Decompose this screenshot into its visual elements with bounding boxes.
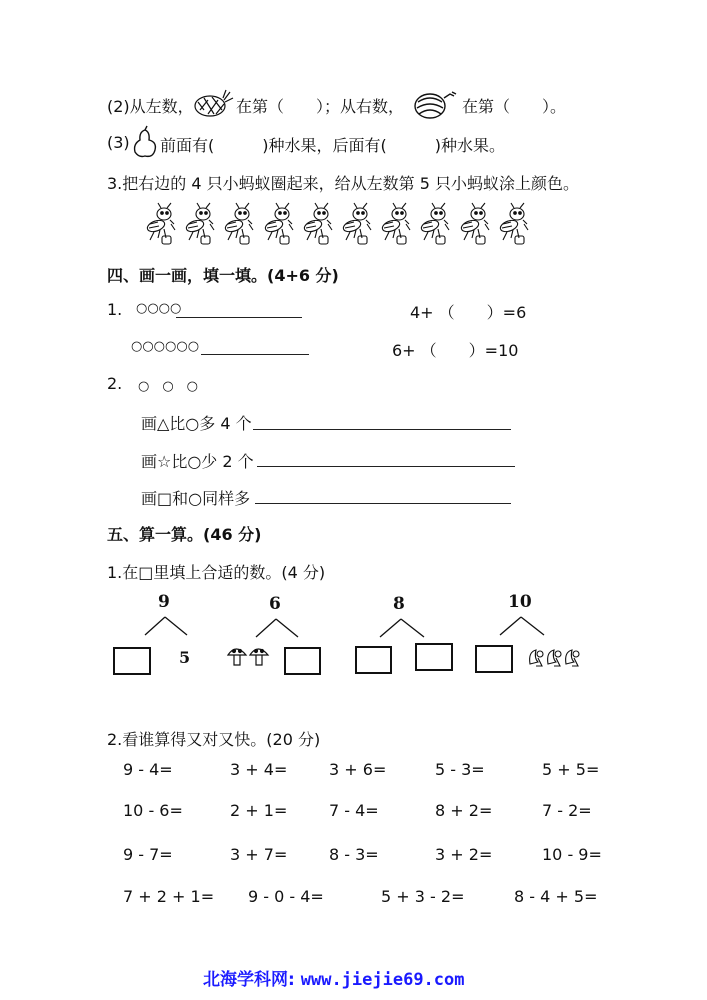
footer <box>203 965 465 990</box>
s4-equation-row1: 4+ （ ）=6 <box>410 303 527 322</box>
q2-part3-text: 前面有( )种水果，后面有( )种水果。 <box>160 136 505 155</box>
s4-draw-stars: 画☆比○少 2 个 <box>141 452 254 471</box>
calc-item: 7 + 2 + 1= <box>123 887 215 906</box>
q2-part2-suffix: 在第（ ）。 <box>462 97 567 116</box>
s4-draw-triangles: 画△比○多 4 个 <box>141 414 252 433</box>
calc-item: 9 - 7= <box>123 845 173 864</box>
q2-part2-middle: 在第（ ）；从右数， <box>236 97 405 116</box>
tree3-top: 8 <box>393 594 405 614</box>
tree2-top: 6 <box>269 594 281 614</box>
ant-icon[interactable] <box>497 202 531 246</box>
q2-part2-prefix: (2)从左数， <box>107 97 194 116</box>
tree3-left-box[interactable] <box>355 646 392 674</box>
s4-draw-squares: 画□和○同样多 <box>141 489 251 508</box>
squirrel-icon <box>526 644 584 670</box>
ant-icon[interactable] <box>183 202 217 246</box>
s5-q2-title: 2.看谁算得又对又快。(20 分) <box>107 730 321 749</box>
calc-item: 5 - 3= <box>435 760 485 779</box>
calc-item: 7 - 4= <box>329 801 379 820</box>
answer-line-row2[interactable] <box>201 354 309 355</box>
calc-item: 2 + 1= <box>230 801 288 820</box>
tree4-top: 10 <box>508 592 532 612</box>
calc-item: 5 + 5= <box>542 760 600 779</box>
s4-circles-row2: ○○○○○○ <box>131 339 200 354</box>
ant-icon[interactable] <box>222 202 256 246</box>
s4-q2-label: 2. <box>107 374 123 393</box>
answer-line-triangles[interactable] <box>253 429 511 430</box>
calc-item: 3 + 6= <box>329 760 387 779</box>
tree3-branches <box>376 617 428 639</box>
watermelon-icon <box>412 88 460 120</box>
calc-item: 8 - 4 + 5= <box>514 887 598 906</box>
ant-icon[interactable] <box>262 202 296 246</box>
ant-icon[interactable] <box>340 202 374 246</box>
tree1-branches <box>141 615 191 637</box>
mushroom-icon <box>226 643 274 669</box>
calc-item: 3 + 7= <box>230 845 288 864</box>
ant-icon[interactable] <box>144 202 178 246</box>
calc-item: 8 + 2= <box>435 801 493 820</box>
tree1-top: 9 <box>158 592 170 612</box>
tree4-left-box[interactable] <box>475 645 513 673</box>
s4-circles-row1: ○○○○ <box>136 301 182 316</box>
pear-icon <box>131 126 159 158</box>
calc-item: 5 + 3 - 2= <box>381 887 465 906</box>
answer-line-squares[interactable] <box>255 503 511 504</box>
calc-item: 9 - 0 - 4= <box>248 887 324 906</box>
ant-icon[interactable] <box>301 202 335 246</box>
s4-q2-circles: ○ ○ ○ <box>138 379 199 394</box>
tree4-branches <box>496 615 548 637</box>
tree3-right-box[interactable] <box>415 643 453 671</box>
answer-line-row1[interactable] <box>176 317 302 318</box>
calc-item: 10 - 9= <box>542 845 602 864</box>
answer-line-stars[interactable] <box>257 466 515 467</box>
section5-title: 五、算一算。(46 分) <box>107 525 262 544</box>
calc-item: 7 - 2= <box>542 801 592 820</box>
calc-item: 3 + 2= <box>435 845 493 864</box>
s4-q1-label: 1. <box>107 300 123 319</box>
pineapple-icon <box>190 88 234 118</box>
tree1-left-box[interactable] <box>113 647 151 675</box>
section4-title: 四、画一画，填一填。(4+6 分) <box>107 266 339 285</box>
q3-instruction: 3.把右边的 4 只小蚂蚁圈起来，给从左数第 5 只小蚂蚁涂上颜色。 <box>107 174 579 193</box>
tree2-branches <box>252 617 302 639</box>
footer-url[interactable]: www.jiejie69.com <box>300 970 465 990</box>
tree1-right-value: 5 <box>179 648 191 667</box>
ant-icon[interactable] <box>458 202 492 246</box>
calc-item: 3 + 4= <box>230 760 288 779</box>
calc-item: 9 - 4= <box>123 760 173 779</box>
ant-icon[interactable] <box>418 202 452 246</box>
s4-equation-row2: 6+ （ ）=10 <box>392 341 519 360</box>
tree2-right-box[interactable] <box>284 647 321 675</box>
ant-row <box>144 202 534 248</box>
calc-item: 10 - 6= <box>123 801 183 820</box>
q2-part3-prefix: (3) <box>107 133 130 152</box>
footer-label: 北海学科网: <box>203 970 295 990</box>
s5-q1-title: 1.在□里填上合适的数。(4 分) <box>107 563 326 582</box>
calc-item: 8 - 3= <box>329 845 379 864</box>
ant-icon[interactable] <box>379 202 413 246</box>
